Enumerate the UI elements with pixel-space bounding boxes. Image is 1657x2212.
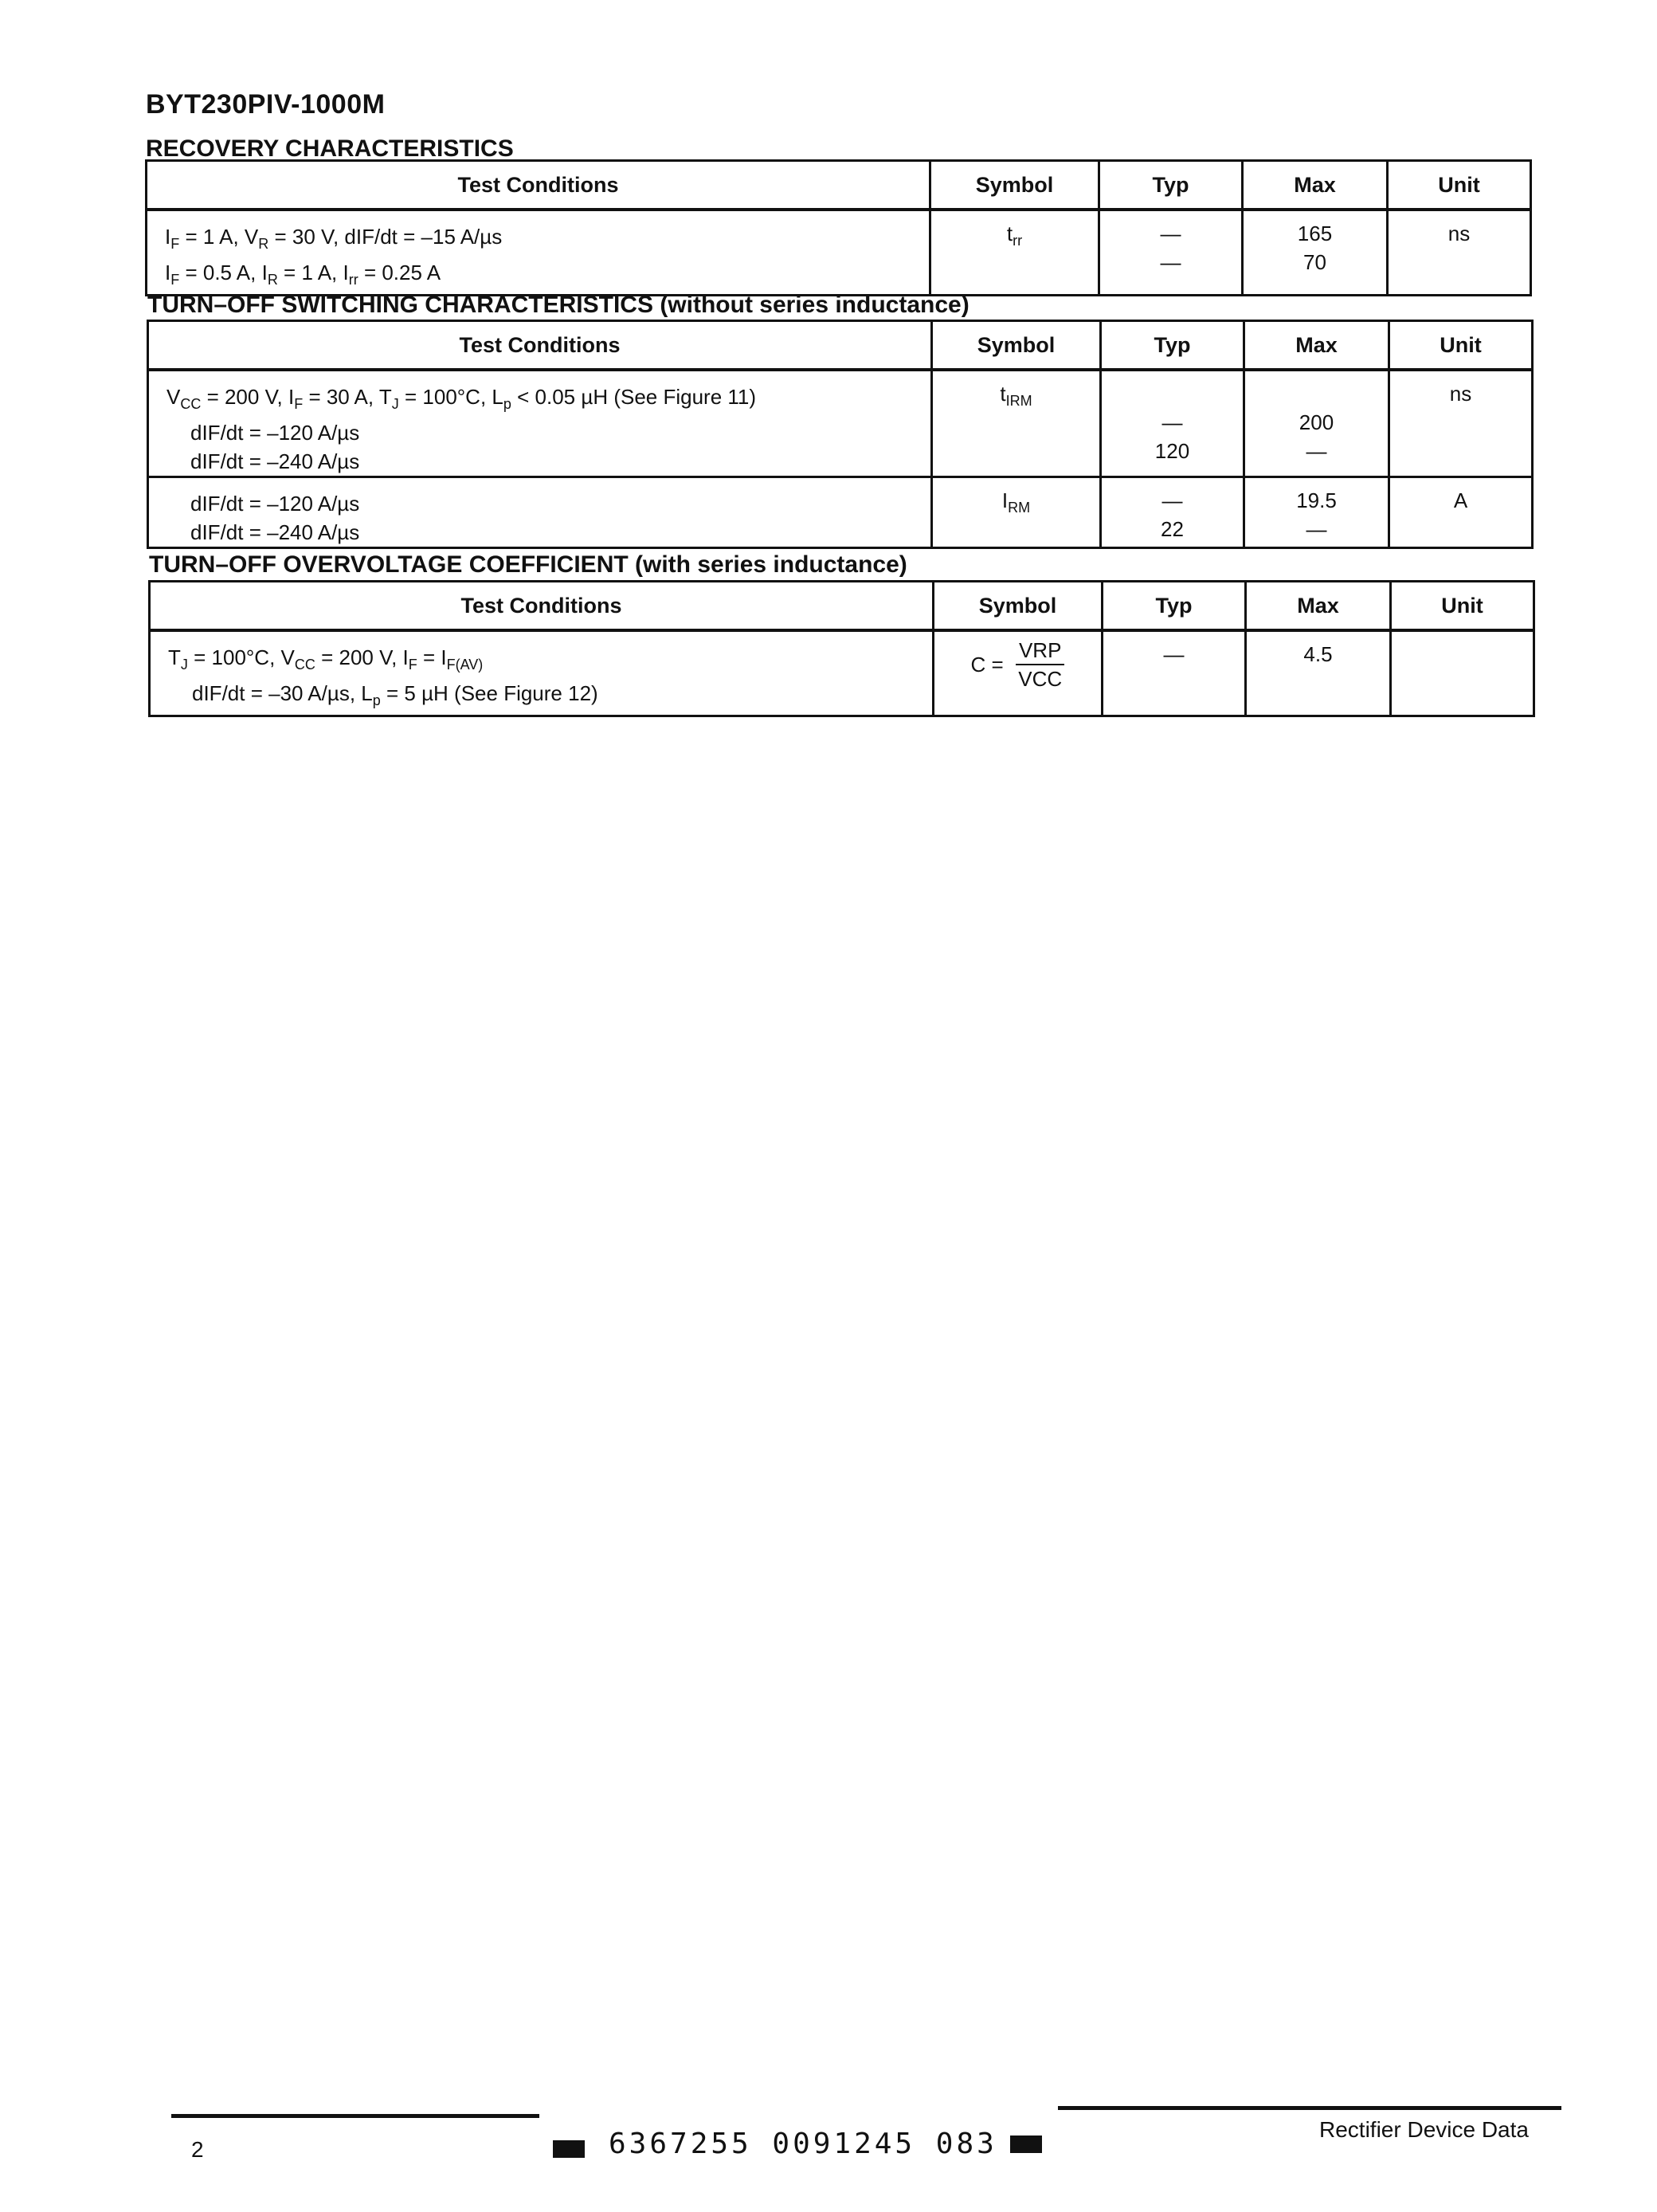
header-symbol: Symbol: [932, 321, 1101, 371]
unit-cell: [1388, 210, 1531, 296]
max-value: —: [1306, 517, 1327, 541]
unit-value: ns: [1447, 222, 1471, 245]
symbol-fraction: [1016, 637, 1064, 692]
condition-line: $I_F = 0.5$ A, $I_R = 1$ A, $I_{rr} = 0.25$ A: [165, 261, 441, 288]
typ-value: —: [1161, 488, 1183, 512]
typ-cell: [1099, 210, 1243, 296]
condition-line: dIF/dt = –30 A/µs, $L_p = 5$ µH (See Figure 12): [192, 681, 598, 708]
unit-cell: [1391, 630, 1534, 716]
test-conditions-cell: [148, 370, 932, 477]
max-value: 200: [1299, 410, 1334, 434]
symbol-cell: [934, 630, 1103, 716]
fraction-denominator: VCC: [1018, 667, 1063, 691]
header-max: Max: [1244, 321, 1389, 371]
table-row: [147, 210, 1531, 296]
max-cell: [1244, 370, 1389, 477]
typ-value: —: [1161, 410, 1183, 434]
barcode-bar-right: [1010, 2136, 1042, 2153]
max-cell: [1244, 477, 1389, 548]
header-symbol: Symbol: [934, 582, 1103, 631]
recovery-section-title: RECOVERY CHARACTERISTICS: [146, 135, 514, 162]
table-row: [148, 477, 1533, 548]
max-value: 4.5: [1303, 642, 1333, 666]
condition-line: $I_F = 1$ A, $V_R = 30$ V, dIF/dt = –15 A/µs: [165, 225, 503, 252]
overvoltage-table: [148, 580, 1535, 717]
typ-value: 120: [1154, 439, 1190, 463]
barcode-bar-left: [553, 2140, 585, 2158]
typ-cell: [1101, 370, 1244, 477]
typ-value: —: [1160, 250, 1181, 274]
recovery-table: [145, 159, 1532, 296]
max-cell: [1246, 630, 1391, 716]
condition-line: dIF/dt = –240 A/µs: [190, 449, 360, 473]
test-conditions-cell: [147, 210, 930, 296]
header-test-conditions: Test Conditions: [148, 321, 932, 371]
footer-rule-left: [171, 2114, 539, 2118]
max-value: 70: [1303, 250, 1326, 274]
condition-line: dIF/dt = –120 A/µs: [190, 492, 360, 516]
part-number: BYT230PIV-1000M: [146, 89, 386, 120]
page-number: 2: [191, 2137, 204, 2162]
typ-value: —: [1160, 222, 1181, 245]
symbol-text: $t_{rr}$: [1006, 222, 1023, 249]
header-unit: Unit: [1388, 161, 1531, 210]
header-test-conditions: Test Conditions: [147, 161, 930, 210]
unit-cell: [1389, 370, 1533, 477]
test-conditions-cell: [148, 477, 932, 548]
barcode-number: 6367255 0091245 083: [609, 2128, 997, 2160]
max-value: —: [1306, 439, 1327, 463]
condition-line: $V_{CC} = 200$ V, $I_F = 30$ A, $T_J = 100^\circ C$, $L_p < 0.05$ µH (See Figure 11): [166, 385, 757, 412]
condition-line: $T_J = 100^\circ C$, $V_{CC} = 200$ V, $I_F = I_{F(AV)}$: [168, 645, 484, 673]
max-value: 165: [1297, 222, 1333, 245]
table-header-row: [148, 321, 1533, 371]
unit-value: ns: [1449, 382, 1472, 406]
table-header-row: [147, 161, 1531, 210]
header-unit: Unit: [1389, 321, 1533, 371]
condition-line: dIF/dt = –120 A/µs: [190, 421, 360, 445]
symbol-text: $I_{RM}$: [1001, 488, 1031, 516]
header-test-conditions: Test Conditions: [150, 582, 934, 631]
header-max: Max: [1246, 582, 1391, 631]
typ-value: —: [1163, 642, 1185, 666]
typ-cell: [1103, 630, 1246, 716]
table-row: [150, 630, 1534, 716]
typ-cell: [1101, 477, 1244, 548]
symbol-cell: [932, 477, 1101, 548]
unit-value: A: [1453, 488, 1468, 512]
header-typ: Typ: [1099, 161, 1243, 210]
symbol-prefix: C =: [970, 653, 1004, 677]
symbol-cell: [932, 370, 1101, 477]
switching-table: [147, 320, 1534, 549]
header-typ: Typ: [1101, 321, 1244, 371]
max-cell: [1243, 210, 1388, 296]
symbol-cell: [930, 210, 1099, 296]
test-conditions-cell: [150, 630, 934, 716]
condition-line: dIF/dt = –240 A/µs: [190, 520, 360, 544]
footer-rule-right: [1058, 2106, 1561, 2110]
table-row: [148, 370, 1533, 477]
header-symbol: Symbol: [930, 161, 1099, 210]
header-max: Max: [1243, 161, 1388, 210]
max-value: 19.5: [1296, 488, 1337, 512]
header-unit: Unit: [1391, 582, 1534, 631]
symbol-text: $t_{IRM}$: [1000, 382, 1032, 409]
header-typ: Typ: [1103, 582, 1246, 631]
overvoltage-section-title: TURN–OFF OVERVOLTAGE COEFFICIENT (with series inductance): [149, 551, 907, 578]
fraction-numerator: VRP: [1016, 637, 1064, 665]
table-header-row: [150, 582, 1534, 631]
unit-cell: [1389, 477, 1533, 548]
typ-value: 22: [1161, 517, 1184, 541]
publication-title: Rectifier Device Data: [1319, 2117, 1529, 2142]
switching-section-title: TURN–OFF SWITCHING CHARACTERISTICS (without series inductance): [147, 292, 970, 318]
